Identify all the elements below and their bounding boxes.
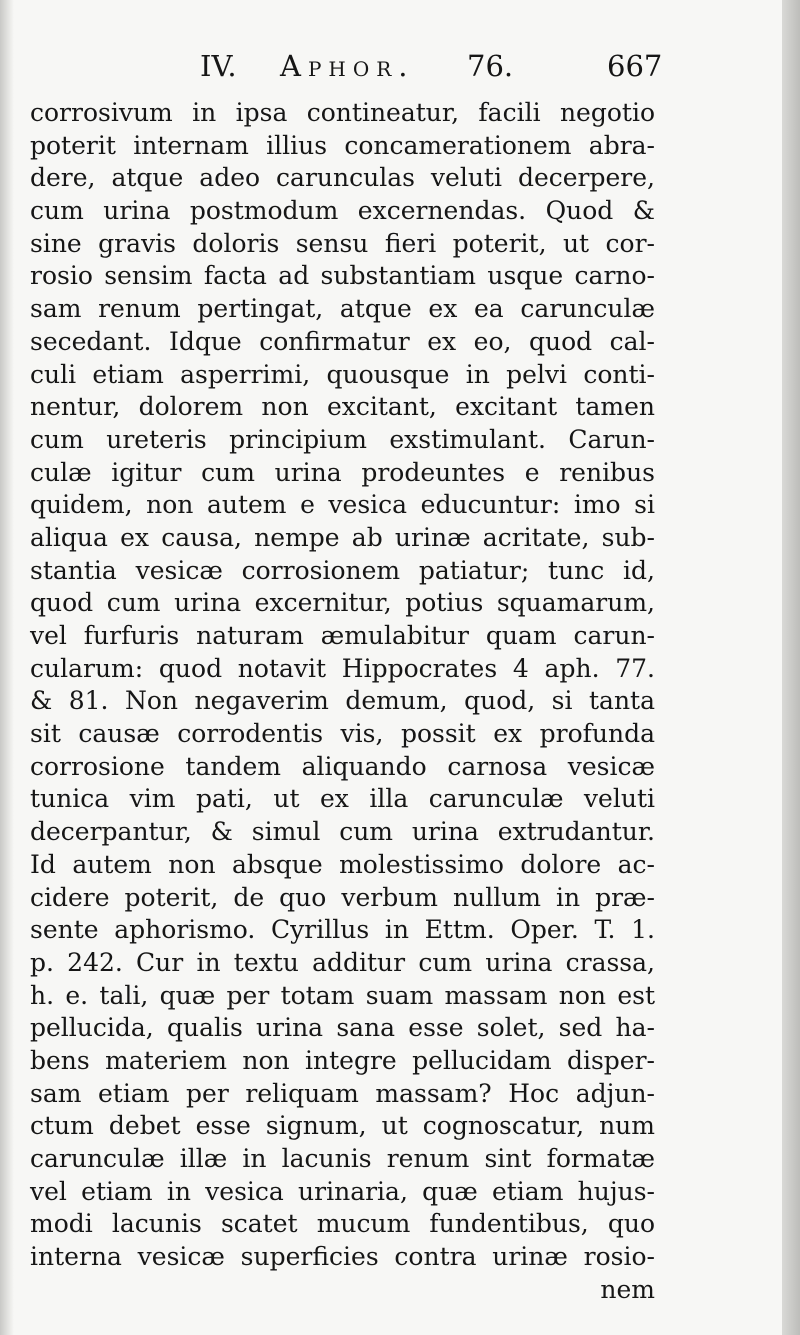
text-line: sine gravis doloris sensu fieri poterit, ut cor-	[30, 228, 655, 258]
text-line: Id autem non absque molestissimo dolore ac-	[30, 849, 655, 879]
text-line: decerpantur, & simul cum urina extrudantur.	[30, 817, 655, 847]
running-header	[30, 44, 663, 88]
header-aphorism-number: 76.	[467, 49, 514, 83]
header-aphor: Aphor.	[280, 49, 415, 83]
page-number: 667	[607, 49, 663, 83]
text-line: pellucida, qualis urina sana esse solet, sed ha-	[30, 1013, 655, 1043]
text-line: stantia vesicæ corrosionem patiatur; tunc id,	[30, 555, 655, 585]
text-line: sam etiam per reliquam massam? Hoc adjun-	[30, 1078, 655, 1108]
page-left-edge	[0, 0, 14, 1335]
text-line: nem	[600, 1274, 655, 1304]
text-line: quod cum urina excernitur, potius squamarum,	[30, 588, 655, 618]
text-line: bens materiem non integre pellucidam disper-	[30, 1045, 655, 1075]
text-line: vel etiam in vesica urinaria, quæ etiam hujus-	[30, 1176, 655, 1206]
text-line: poterit internam illius concamerationem abra-	[30, 130, 655, 160]
text-line: interna vesicæ superficies contra urinæ rosio-	[30, 1242, 655, 1272]
body-text	[30, 97, 655, 1306]
text-line: aliqua ex causa, nempe ab urinæ acritate, sub-	[30, 522, 655, 552]
text-line: sente aphorismo. Cyrillus in Ettm. Oper. T. 1.	[30, 915, 655, 945]
text-line: h. e. tali, quæ per totam suam massam non est	[30, 980, 655, 1010]
text-line: carunculæ illæ in lacunis renum sint formatæ	[30, 1144, 655, 1173]
text-line: culi etiam asperrimi, quousque in pelvi conti-	[30, 359, 655, 389]
text-line: tunica vim pati, ut ex illa carunculæ veluti	[30, 784, 655, 814]
text-line: cidere poterit, de quo verbum nullum in præ-	[30, 882, 655, 912]
text-line: p. 242. Cur in textu additur cum urina crassa,	[30, 947, 655, 977]
header-chapter: IV.	[200, 49, 237, 83]
text-line: vel furfuris naturam æmulabitur quam carun-	[30, 621, 655, 650]
text-line: culæ igitur cum urina prodeuntes e renibus	[30, 457, 655, 487]
text-line: dere, atque adeo carunculas veluti decerpere,	[30, 163, 655, 193]
text-line: & 81. Non negaverim demum, quod, si tanta	[30, 686, 655, 716]
text-line: cum urina postmodum excernendas. Quod &	[30, 196, 655, 226]
text-line: quidem, non autem e vesica educuntur: imo si	[30, 490, 655, 520]
text-line: cularum: quod notavit Hippocrates 4 aph. 77.	[30, 653, 655, 683]
text-line: ctum debet esse signum, ut cognoscatur, num	[30, 1111, 655, 1141]
page-gutter-shadow	[782, 0, 800, 1335]
text-line: nentur, dolorem non excitant, excitant tamen	[30, 392, 655, 422]
text-line: modi lacunis scatet mucum fundentibus, quo	[30, 1209, 655, 1239]
text-line: corrosivum in ipsa contineatur, facili negotio	[30, 98, 655, 127]
text-line: sam renum pertingat, atque ex ea carunculæ	[30, 294, 655, 324]
text-line: cum ureteris principium exstimulant. Carun-	[30, 424, 655, 454]
text-line: sit causæ corrodentis vis, possit ex profunda	[30, 719, 655, 749]
text-line: rosio sensim facta ad substantiam usque carno-	[30, 261, 655, 291]
text-line: corrosione tandem aliquando carnosa vesicæ	[30, 751, 655, 781]
text-line: secedant. Idque confirmatur ex eo, quod cal-	[30, 326, 655, 356]
